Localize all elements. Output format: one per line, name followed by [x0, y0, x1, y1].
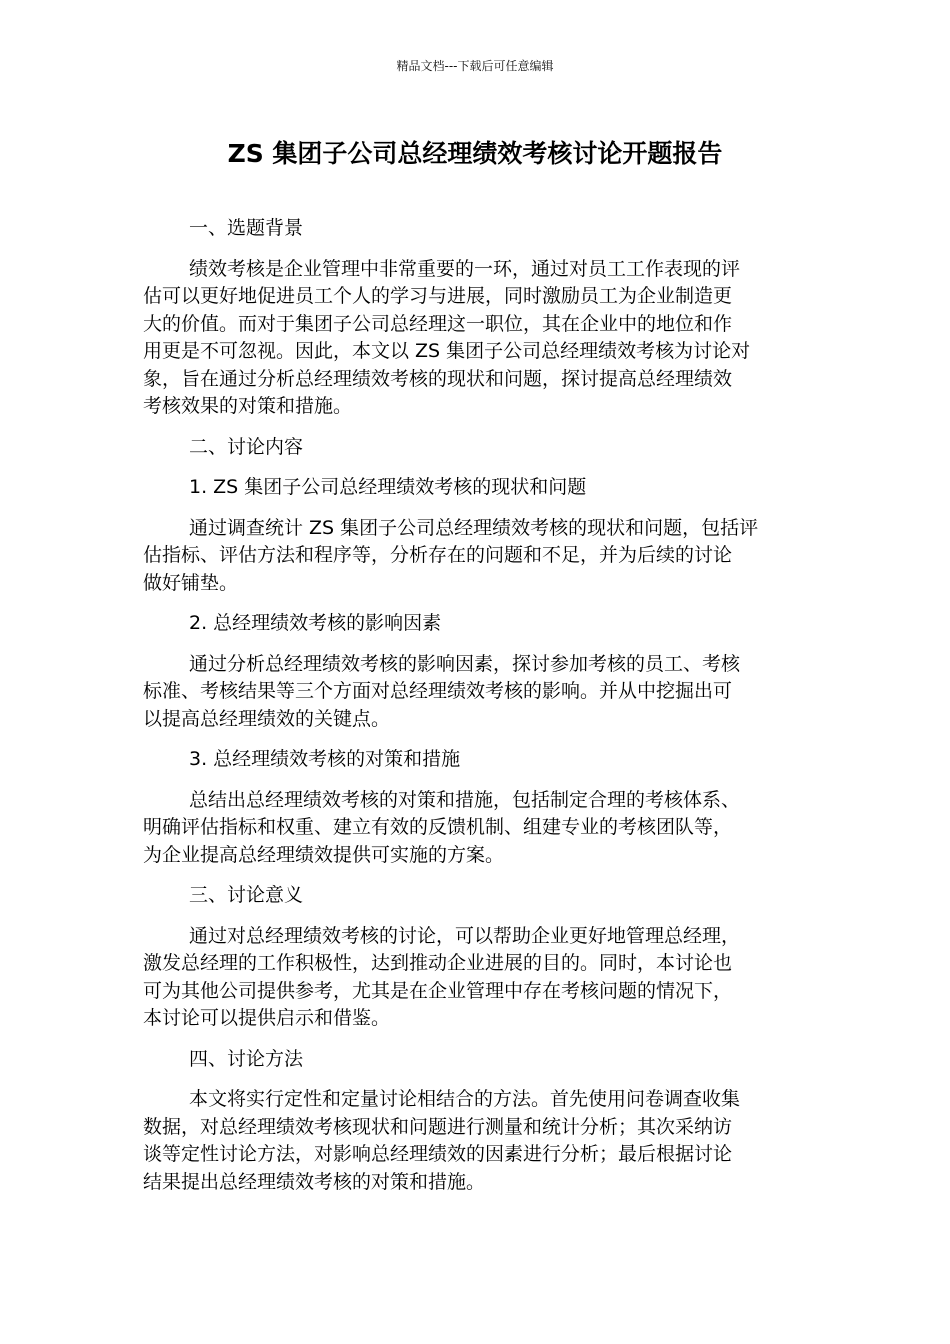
- text-line: 大的价值。而对于集团子公司总经理这一职位，其在企业中的地位和作: [143, 312, 733, 335]
- text-line: 可为其他公司提供参考，尤其是在企业管理中存在考核问题的情况下，: [143, 979, 733, 1002]
- paragraph-significance: [143, 923, 808, 1033]
- text-line: 谈等定性讨论方法，对影响总经理绩效的因素进行分析；最后根据讨论: [143, 1143, 733, 1165]
- document-body: [143, 215, 808, 1209]
- section-heading-content: 二、讨论内容: [189, 435, 304, 458]
- text-line: 用更是不可忽视。因此，本文以 ZS 集团子公司总经理绩效考核为讨论对: [143, 340, 751, 362]
- paragraph-measures: [143, 787, 808, 870]
- text-line: 考核效果的对策和措施。: [143, 395, 353, 417]
- text-line: 结果提出总经理绩效考核的对策和措施。: [143, 1170, 486, 1193]
- subsection-heading-status: 1. ZS 集团子公司总经理绩效考核的现状和问题: [189, 476, 587, 498]
- text-line: 数据，对总经理绩效考核现状和问题进行测量和统计分析；其次采纳访: [143, 1115, 733, 1138]
- subsection-heading-factors: 2. 总经理绩效考核的影响因素: [189, 612, 442, 634]
- text-line: 做好铺垫。: [143, 571, 239, 594]
- text-line: 通过对总经理绩效考核的讨论，可以帮助企业更好地管理总经理，: [189, 924, 741, 947]
- subsection-heading-measures: 3. 总经理绩效考核的对策和措施: [189, 748, 461, 770]
- paragraph-status: [143, 515, 808, 598]
- section-heading-significance: 三、讨论意义: [189, 884, 304, 906]
- paragraph-background: [143, 256, 808, 421]
- paragraph-factors: [143, 651, 808, 734]
- text-line: 估可以更好地促进员工个人的学习与进展，同时激励员工为企业制造更: [143, 285, 733, 307]
- section-heading-methods: 四、讨论方法: [189, 1047, 304, 1070]
- section-heading-background: 一、选题背景: [189, 217, 304, 239]
- header-note: 精品文档---下载后可任意编辑: [396, 59, 554, 73]
- text-line: 以提高总经理绩效的关键点。: [143, 707, 391, 730]
- text-line: 激发总经理的工作积极性，达到推动企业进展的目的。同时，本讨论也: [143, 952, 733, 974]
- text-line: 绩效考核是企业管理中非常重要的一环，通过对员工工作表现的评: [189, 257, 741, 280]
- paragraph-methods: [143, 1086, 808, 1196]
- text-line: 通过分析总经理绩效考核的影响因素，探讨参加考核的员工、考核: [189, 652, 741, 675]
- text-line: 本讨论可以提供启示和借鉴。: [143, 1007, 391, 1029]
- text-line: 标准、考核结果等三个方面对总经理绩效考核的影响。并从中挖掘出可: [143, 680, 733, 702]
- text-line: 为企业提高总经理绩效提供可实施的方案。: [143, 843, 505, 866]
- text-line: 明确评估指标和权重、建立有效的反馈机制、组建专业的考核团队等，: [143, 816, 733, 838]
- text-line: 象，旨在通过分析总经理绩效考核的现状和问题，探讨提高总经理绩效: [143, 367, 733, 390]
- text-line: 总结出总经理绩效考核的对策和措施，包括制定合理的考核体系、: [189, 788, 741, 811]
- text-line: 本文将实行定性和定量讨论相结合的方法。首先使用问卷调查收集: [189, 1088, 741, 1110]
- text-line: 通过调查统计 ZS 集团子公司总经理绩效考核的现状和问题，包括评: [189, 516, 759, 539]
- document-title: ZS 集团子公司总经理绩效考核讨论开题报告: [227, 139, 723, 168]
- text-line: 估指标、评估方法和程序等，分析存在的问题和不足，并为后续的讨论: [143, 544, 733, 566]
